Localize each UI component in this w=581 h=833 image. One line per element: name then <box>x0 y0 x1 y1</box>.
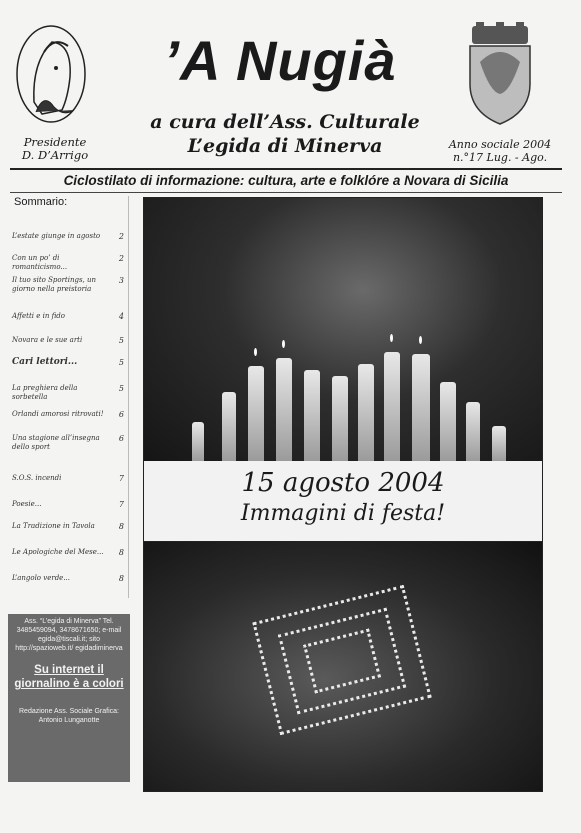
flame <box>419 336 422 344</box>
header-rule <box>10 168 562 170</box>
sommario-title: Sommario: <box>14 196 68 208</box>
flame <box>282 340 285 348</box>
tagline: Ciclostilato di informazione: cultura, arte e folklóre a Novara di Sicilia <box>63 173 509 188</box>
minerva-logo <box>14 22 88 132</box>
toc-item[interactable]: Cari lettori... 5 <box>12 357 124 367</box>
feature-caption <box>143 461 543 541</box>
toc-item[interactable]: Le Apologiche del Mese... 8 <box>12 548 124 557</box>
toc-item[interactable]: S.O.S. incendi 7 <box>12 474 124 483</box>
president-name: D. D’Arrigo <box>21 148 89 162</box>
candle <box>384 352 400 462</box>
candle <box>248 366 264 462</box>
president-label: Presidente <box>23 135 87 149</box>
contact-box <box>8 614 130 782</box>
candles-photo <box>143 197 543 463</box>
town-crest <box>462 22 538 126</box>
publisher-subtitle <box>120 110 450 158</box>
toc-item[interactable]: Una stagione all’insegna dello sport 6 <box>12 434 124 451</box>
toc-item[interactable]: Orlandi amorosi ritrovati! 6 <box>12 410 124 419</box>
toc-item[interactable]: La preghiera della sorbetella 5 <box>12 384 124 401</box>
candle <box>492 426 506 462</box>
tagline-rule <box>10 192 562 193</box>
candle <box>412 354 430 462</box>
candle <box>466 402 480 462</box>
toc-item[interactable]: La Tradizione in Tavola 8 <box>12 522 124 531</box>
feature-date: 15 agosto 2004 <box>241 468 445 498</box>
candle <box>276 358 292 462</box>
toc-item[interactable]: L’estate giunge in agosto 2 <box>12 232 124 241</box>
issue-label: n.°17 Lug. - Ago. <box>452 151 548 164</box>
candle <box>332 376 348 462</box>
candle <box>304 370 320 462</box>
year-label: Anno sociale 2004 <box>448 138 552 151</box>
feature-headline: Immagini di festa! <box>240 501 446 526</box>
toc-item[interactable]: Poesie... 7 <box>12 500 124 509</box>
toc-item[interactable]: Con un po’ di romanticismo... 2 <box>12 254 124 271</box>
issue-info <box>440 138 560 164</box>
subtitle-line1: a cura dell’Ass. Culturale <box>150 111 420 133</box>
contact-address: Ass. “L’egida di Minerva” Tel. 3485459094, 3478671650; e-mail egida@tiscali.it; sito http://spazioweb.it/ egidadiminerva <box>15 618 123 652</box>
flame <box>254 348 257 356</box>
toc-item[interactable]: Novara e le sue arti 5 <box>12 336 124 345</box>
candle <box>358 364 374 462</box>
online-notice[interactable]: Su internet il giornalino è a colori <box>14 664 124 690</box>
editorial-credits: Redazione Ass. Sociale Grafica: Antonio Lunganotte <box>19 708 119 724</box>
candle <box>192 422 204 462</box>
subtitle-line2: L’egida di Minerva <box>187 135 383 157</box>
lights-photo <box>143 541 543 792</box>
president-credit <box>18 136 92 162</box>
candle <box>440 382 456 462</box>
toc-item[interactable]: Affetti e in fido 4 <box>12 312 124 321</box>
newspaper-title: ’A Nugià <box>163 29 397 92</box>
flame <box>390 334 393 342</box>
toc-item[interactable]: L’angolo verde... 8 <box>12 574 124 583</box>
candle <box>222 392 236 462</box>
toc-item[interactable]: Il tuo sito Sportings, un giorno nella preistoria 3 <box>12 276 124 293</box>
